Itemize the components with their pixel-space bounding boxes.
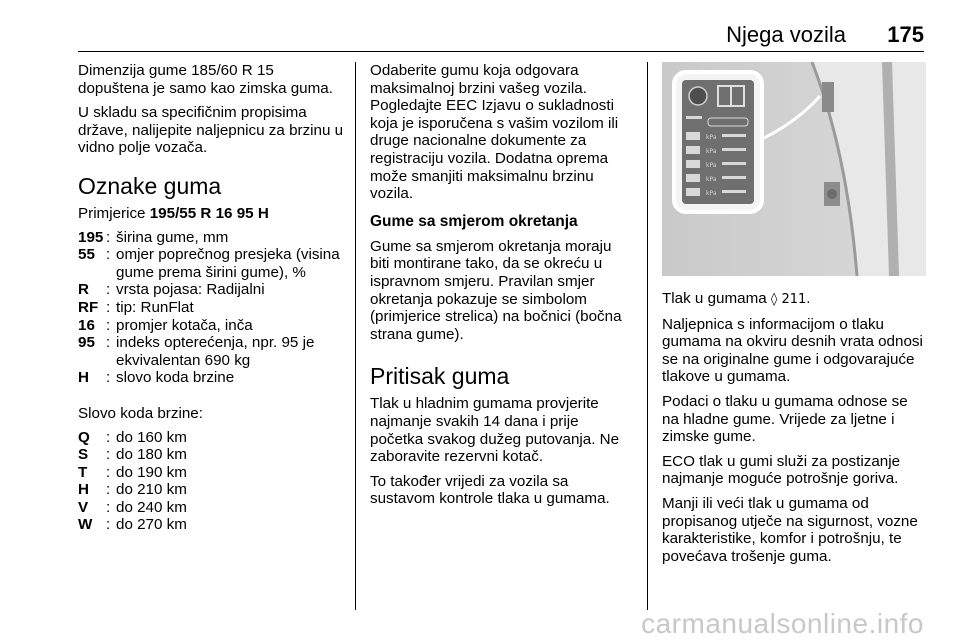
example-line [78,205,344,223]
def-sep: : [106,428,111,446]
example-value: 195/55 R 16 95 H [149,204,269,222]
caption-page-link[interactable]: ◊ 211. [770,292,811,307]
def-desc: indeks opterećenja, npr. 95 je ekvivalentan 690 kg [116,334,315,369]
def-sep: : [106,298,111,316]
speed-code-list [78,429,344,535]
column-divider [647,62,648,610]
header-rule [78,51,924,52]
def-sep: : [106,281,111,299]
def-desc: omjer poprečnog presjeka (visina gume prema širini gume), % [116,246,340,281]
def-term: H [78,481,89,499]
def-sep: : [106,369,111,387]
def-term: 55 [78,246,95,264]
caption-text: Tlak u gumama [662,290,771,307]
def-sep: : [106,316,111,334]
tyre-marks-heading: Oznake guma [78,172,222,199]
def-sep: : [106,463,111,481]
paragraph: Podaci o tlaku u gumama odnose se na hladne gume. Vrijede za ljetne i zimske gume. [662,392,908,446]
def-term: 16 [78,316,95,334]
def-sep: : [106,446,111,464]
example-prefix: Primjerice [78,204,150,222]
def-sep: : [106,516,111,534]
tyre-marks-list [78,229,344,387]
paragraph: Gume sa smjerom okretanja moraju biti montirane tako, da se okreću u ispravnom smjeru. Pravilan smjer okretanja pokazuje se simbolom (primjerice strelica) na bočnici (bočna strana gume). [370,237,622,343]
def-sep: : [106,481,111,499]
def-desc: vrsta pojasa: Radijalni [116,281,265,299]
figure-kpa-text: kPa [706,176,717,183]
def-term: S [78,446,89,464]
def-desc: do 240 km [116,498,187,516]
def-term: 195 [78,228,104,246]
column-left [78,62,344,534]
figure-kpa-text: kPa [706,190,717,197]
def-desc: slovo koda brzine [116,369,235,387]
def-term: 95 [78,334,95,352]
def-sep: : [106,334,111,352]
def-term: Q [78,428,90,446]
def-sep: : [106,228,111,246]
def-term: R [78,281,89,299]
def-desc: do 190 km [116,463,187,481]
def-desc: promjer kotača, inča [116,316,253,334]
def-sep: : [106,498,111,516]
def-desc: do 210 km [116,481,187,499]
def-desc: tip: RunFlat [116,298,194,316]
paragraph: Tlak u hladnim gumama provjerite najmanje svakih 14 dana i prije početka svakog dužeg putovanja. Ne zaboravite rezervni kotač. [370,395,620,466]
door-frame-label-figure [662,62,926,276]
paragraph: Odaberite gumu koja odgovara maksimalnoj brzini vašeg vozila. Pogledajte EEC Izjavu o sukladnosti koja je isporučena s vašim vozilom ili druge nacionalne dokumente za registraciju vozila. Dodatna oprema može smanjiti maksimalnu brzinu vozila. [370,62,619,203]
def-desc: do 270 km [116,516,187,534]
def-sep: : [106,246,111,264]
page-header [78,22,924,52]
column-divider [355,62,356,610]
watermark: carmanualsonline.info [641,608,924,639]
paragraph: U skladu sa specifičnim propisima države, nalijepite naljepnicu za brzinu u vidno polje vozača. [78,104,344,157]
figure-kpa-text: kPa [706,148,717,155]
paragraph: ECO tlak u gumi služi za postizanje najmanje moguće potrošnje goriva. [662,452,901,488]
def-term: RF [78,298,99,316]
figure-kpa-text: kPa [706,134,717,141]
def-desc: do 180 km [116,446,187,464]
pressure-heading: Pritisak guma [370,363,510,390]
paragraph: Manji ili veći tlak u gumama od propisanog utječe na sigurnost, vozne karakteristike, komfor i potrošnju, te povećava trošenje guma. [662,494,918,565]
def-desc: do 160 km [116,428,187,446]
figure-kpa-text: kPa [706,162,717,169]
direction-heading: Gume sa smjerom okretanja [370,212,578,230]
def-term: T [78,463,88,481]
paragraph: Dimenzija gume 185/60 R 15 dopuštena je samo kao zimska guma. [78,62,333,97]
def-term: V [78,498,89,516]
column-middle [370,62,634,515]
door-frame-illustration [662,62,926,276]
speed-heading: Slovo koda brzine: [78,404,203,422]
paragraph: Naljepnica s informacijom o tlaku gumama na okviru desnih vrata odnosi se na originalne gume i odgovarajuće tlakove u gumama. [662,315,923,386]
section-title: Njega vozila [726,22,846,47]
def-term: H [78,369,89,387]
def-desc: širina gume, mm [116,228,229,246]
paragraph: To također vrijedi za vozila sa sustavom kontrole tlaka u gumama. [370,472,610,508]
column-right [662,62,926,572]
def-term: W [78,516,93,534]
page-number: 175 [887,22,924,47]
figure-caption [662,290,926,309]
